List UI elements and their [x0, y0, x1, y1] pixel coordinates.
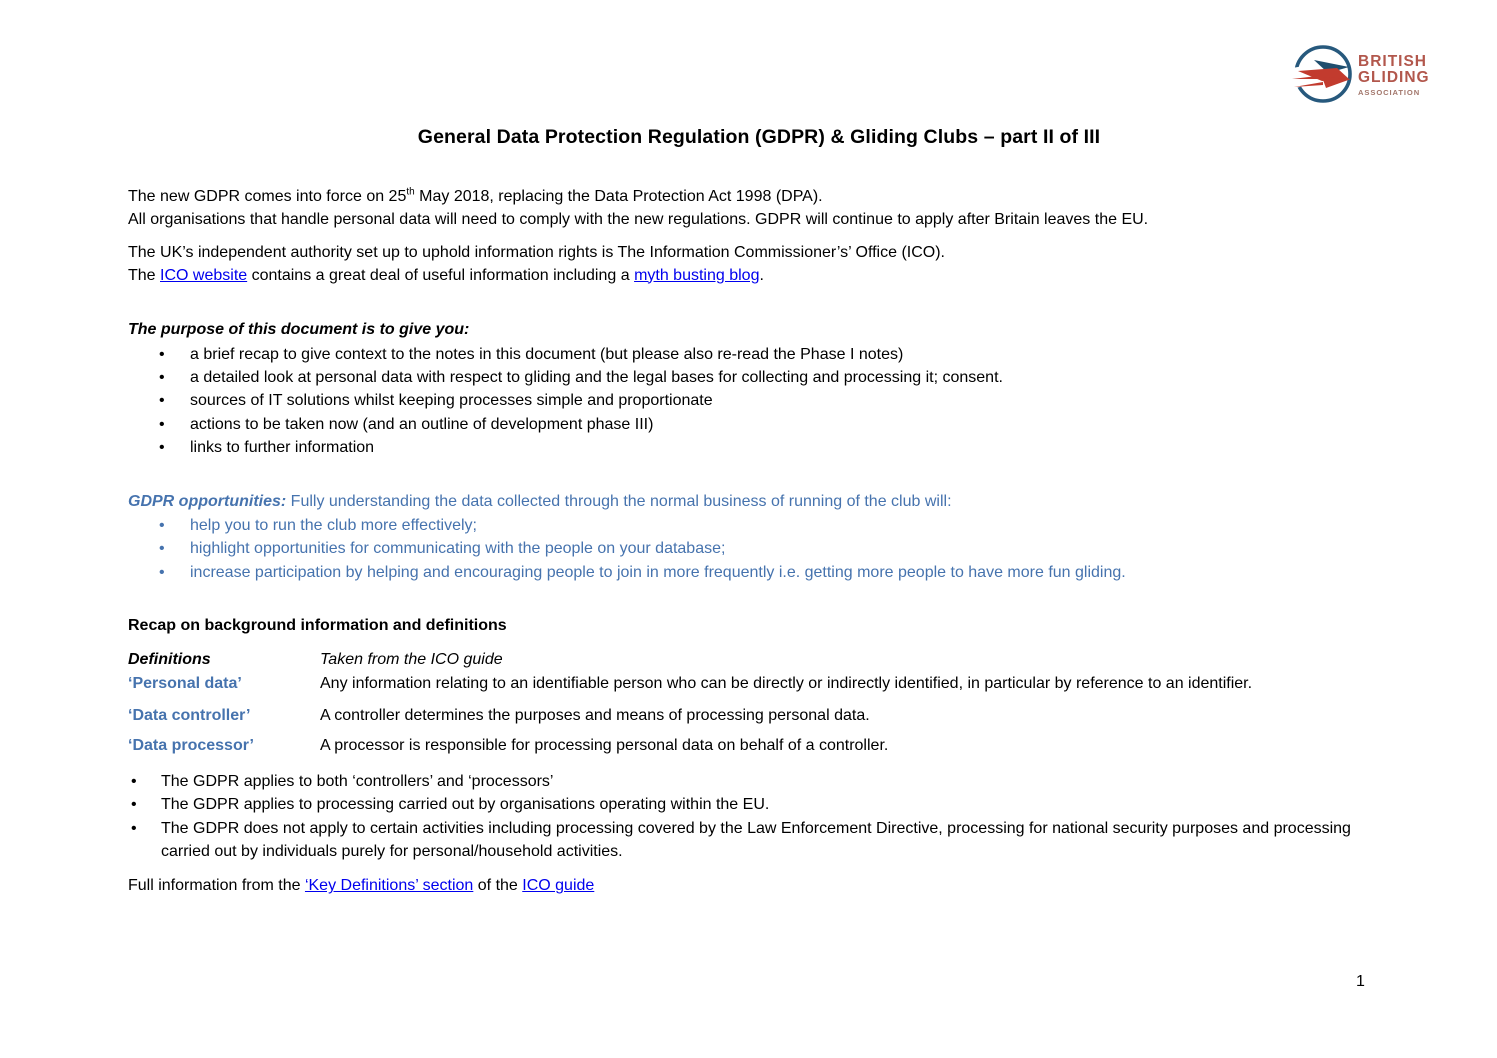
definition-term: ‘Personal data’ — [128, 675, 242, 693]
definition-desc: Any information relating to an identifiable person who can be directly or indirectly identified, in particular by reference to an identifier. — [320, 675, 1253, 693]
list-item: • a brief recap to give context to the notes in this document (but please also re-read the Phase I notes) — [128, 343, 1340, 366]
recap-heading: Recap on background information and definitions — [128, 617, 507, 635]
list-item: • highlight opportunities for communicating with the people on your database; — [128, 537, 1340, 560]
definitions-term: Definitions — [128, 650, 211, 668]
intro-line1-post: May 2018, replacing the Data Protection Act 1998 (DPA). — [414, 188, 823, 205]
ico-line1: The UK’s independent authority set up to uphold information rights is The Information Commissioner’s’ Office (ICO). — [128, 244, 945, 261]
intro-paragraph — [128, 186, 1390, 231]
opportunities-label: GDPR opportunities: — [128, 492, 287, 510]
page-title: General Data Protection Regulation (GDPR) & Gliding Clubs – part II of III — [417, 126, 1101, 148]
key-definitions-link[interactable]: ‘Key Definitions’ section — [304, 877, 474, 895]
ico-line2-post: . — [759, 266, 764, 284]
footer-paragraph — [128, 875, 1390, 898]
superscript-th: th — [406, 186, 415, 198]
list-item: • a detailed look at personal data with respect to gliding and the legal bases for collecting and processing it; consent. — [128, 366, 1340, 389]
intro-line1-pre: The new GDPR comes into force on 25 — [128, 188, 407, 205]
myth-busting-blog-link[interactable]: myth busting blog — [634, 266, 760, 284]
definition-desc: A processor is responsible for processing personal data on behalf of a controller. — [320, 737, 889, 755]
ico-paragraph — [128, 242, 1390, 287]
definition-row-personal-data — [128, 673, 1390, 696]
list-item: • links to further information — [128, 436, 1340, 459]
definition-term: ‘Data processor’ — [128, 737, 254, 755]
footer-pre: Full information from the — [128, 877, 305, 895]
ico-website-link[interactable]: ICO website — [160, 266, 248, 284]
list-item: • The GDPR applies to processing carried out by organisations operating within the EU. — [128, 793, 1351, 816]
opportunities-bullet-list — [128, 514, 1390, 584]
definition-desc: A controller determines the purposes and means of processing personal data. — [320, 706, 870, 724]
ico-line2-pre: The — [128, 266, 161, 284]
opportunities-intro — [128, 491, 1390, 514]
list-item: • actions to be taken now (and an outline of development phase III) — [128, 413, 1340, 436]
definition-row-data-processor — [128, 735, 1390, 758]
list-item: • increase participation by helping and encouraging people to join in more frequently i.e. getting more people to have more fun gliding. — [128, 561, 1340, 584]
ico-guide-link[interactable]: ICO guide — [522, 877, 595, 895]
logo-text-british: BRITISH — [1358, 53, 1427, 70]
list-item: • sources of IT solutions whilst keeping processes simple and proportionate — [128, 389, 1340, 412]
document-content — [128, 0, 1390, 898]
list-item: • The GDPR applies to both ‘controllers’ and ‘processors’ — [128, 770, 1351, 793]
footer-mid: of the — [473, 877, 523, 895]
ico-line2-mid: contains a great deal of useful information including a — [247, 266, 635, 284]
list-item: • The GDPR does not apply to certain activities including processing covered by the Law Enforcement Directive, processing for national security purposes and processing carried out by individuals purely for personal/household activities. — [128, 817, 1351, 864]
logo-text-association: ASSOCIATION — [1358, 88, 1421, 97]
definitions-source: Taken from the ICO guide — [320, 650, 503, 668]
definition-term: ‘Data controller’ — [128, 706, 251, 724]
definition-row-data-controller — [128, 705, 1390, 728]
purpose-heading: The purpose of this document is to give you: — [128, 321, 470, 338]
gdpr-scope-bullet-list — [128, 770, 1390, 864]
logo-text-gliding: GLIDING — [1358, 69, 1430, 86]
opportunities-section — [128, 491, 1390, 585]
list-item: • help you to run the club more effectively; — [128, 514, 1340, 537]
intro-line2: All organisations that handle personal data will need to comply with the new regulations. GDPR will continue to apply after Britain leaves the EU. — [128, 210, 1149, 228]
definitions-header-row — [128, 649, 1390, 672]
page-number: 1 — [1356, 973, 1365, 990]
purpose-bullet-list — [128, 343, 1390, 460]
opportunities-text: Fully understanding the data collected through the normal business of running of the club will: — [286, 492, 952, 510]
